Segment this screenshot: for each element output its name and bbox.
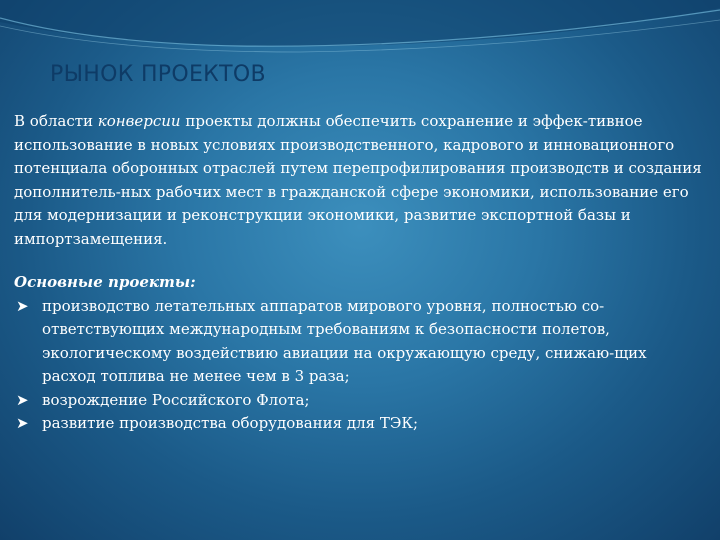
slide-title: РЫНОК ПРОЕКТОВ [50, 62, 266, 87]
list-item-text: производство летательных аппаратов мирового уровня, полностью со-ответствующих международным требованиям к безопасности полетов, экологическому воздействию авиации на окружающую среду, снижаю-щих расход топлива не менее чем в 3 раза; [42, 296, 647, 385]
intro-paragraph [14, 110, 704, 251]
projects-list [14, 295, 704, 436]
arrow-bullet-icon: ➤ [16, 296, 29, 315]
list-item-text: развитие производства оборудования для ТЭК; [42, 414, 419, 432]
list-item [14, 295, 704, 389]
slide-body [14, 110, 704, 436]
arrow-bullet-icon: ➤ [16, 414, 29, 432]
header-wave-decoration [0, 0, 720, 70]
list-item [14, 412, 704, 436]
intro-text-start: В области [14, 112, 98, 130]
list-item-text: возрождение Российского Флота; [42, 390, 310, 409]
projects-subheading: Основные проекты: [14, 273, 196, 291]
intro-text-rest: проекты должны обеспечить сохранение и эффек-тивное использование в новых условиях производственного, кадрового и инновационного потенциала оборонных отраслей путем перепрофилирования производств и создания дополнитель-ных рабочих мест в гражданской сфере экономики, использование его для модернизации и реконструкции экономики, развитие экспортной базы и импортзамещения. [14, 112, 702, 248]
intro-emphasis: конверсии [97, 112, 181, 130]
arrow-bullet-icon: ➤ [16, 390, 29, 409]
list-item [14, 389, 704, 413]
